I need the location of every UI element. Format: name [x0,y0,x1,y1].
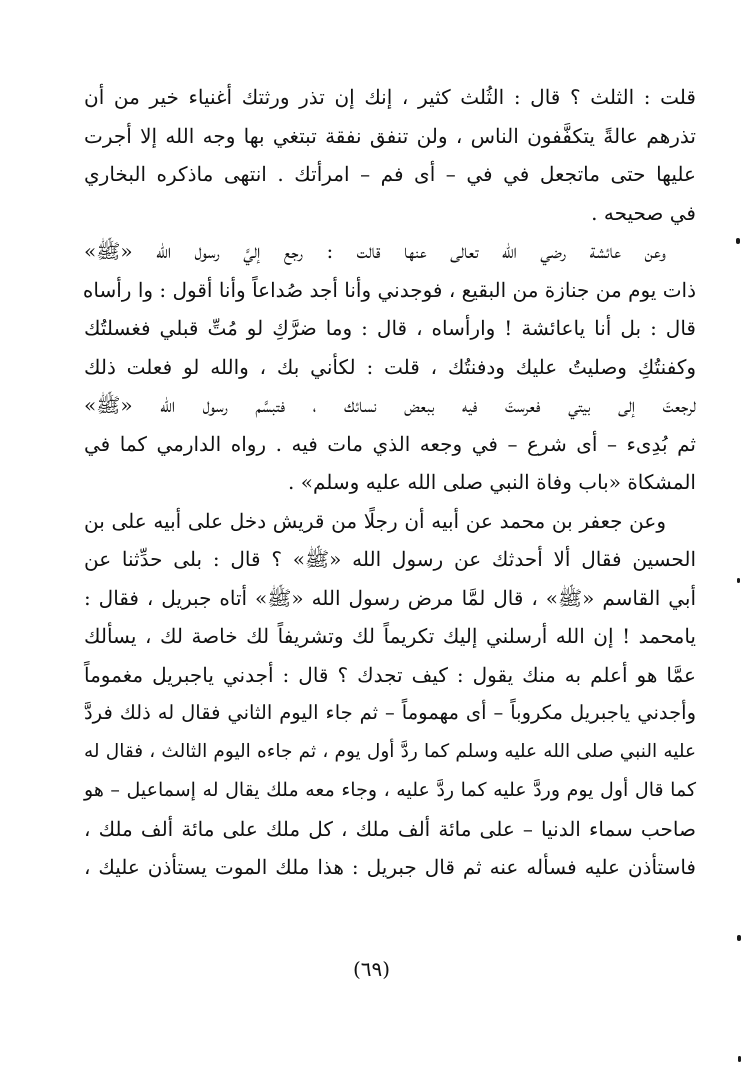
text-line: قلت : الثلث ؟ قال : الثُلث كثير ، إنك إن تذر ورثتك أغنياء خير من أن [84,85,696,109]
text-line: كما قال أول يوم وردَّ عليه كما ردَّ عليه ، وجاء معه ملك يقال له إسماعيل – هو [84,779,696,801]
text-line: يامحمد ! إن الله أرسلني إليك تكريماً لك وتشريفاً لك خاصة لك ، يسألك [84,624,696,648]
paragraph-start-line: وعن عائشة رضي الله تعالى عنها قالت : رجع إليَّ رسول الله «ﷺ» [84,239,666,263]
text-line: المشكاة «باب وفاة النبي صلى الله عليه وسلم» . [288,470,696,494]
text-line: وأجدني ياجبريل مكروباً – أى مهموماً – ثم جاء اليوم الثاني فقال له ذلك فردَّ [84,701,696,724]
text-line: عمَّا هو أعلم به منك يقول : كيف تجدك ؟ قال : أجدني ياجبريل مغموماً [84,662,696,687]
paragraph-start-line: وعن جعفر بن محمد عن أبيه أن رجلًا من قريش دخل على أبيه على بن [84,508,666,533]
text-line: ذات يوم من جنازة من البقيع ، فوجدني وأنا أجد صُداعاً وأنا أقول : وا رأساه [82,277,696,302]
text-line: عليها حتى ماتجعل في في – أى فم – امرأتك . انتهى ماذكره البخاري [84,162,696,186]
text-line: تذرهم عالةً يتكفَّفون الناس ، ولن تنفق نفقة تبتغي بها وجه الله إلا أجرت [84,123,696,148]
scan-speck [736,238,740,244]
text-line: لرجعتَ إلى بيتي فعرستَ فيه ببعض نسائك ، فتبسَّم رسول الله «ﷺ» [84,393,696,417]
text-line: ثم بُدِىء – أى شرع – في وجعه الذي مات فيه . رواه الدارمي كما في [84,431,696,456]
text-line: الحسين فقال ألا أحدثك عن رسول الله «ﷺ» ؟ قال : بلى حدِّثنا عن [84,547,696,571]
text-line: وكفنتُكِ وصليتُ عليك ودفنتُك ، قلت : لكأني بك ، والله لو فعلت ذلك [84,354,696,379]
text-line: صاحب سماء الدنيا – على مائة ألف ملك ، كل ملك على مائة ألف ملك ، [84,816,696,841]
scan-speck [738,1056,741,1062]
text-line: أبي القاسم «ﷺ» ، قال لمَّا مرض رسول الله «ﷺ» أتاه جبريل ، فقال : [84,585,696,610]
page-number: (٦٩) [352,957,391,981]
text-line: في صحيحه . [591,200,696,225]
text-line: فاستأذن عليه فسأله عنه ثم قال جبريل : هذا ملك الموت يستأذن عليك ، [84,855,696,879]
scan-speck [737,578,740,583]
text-line: قال : بل أنا ياعائشة ! وارأساه ، قال : وما ضرَّكِ لو مُتِّ قبلي فغسلتُك [84,316,696,340]
scan-speck [737,935,741,941]
text-line: عليه النبي صلى الله عليه وسلم كما ردَّ أول يوم ، ثم جاءه اليوم الثالث ، فقال له [84,740,696,762]
body-text [84,78,696,887]
